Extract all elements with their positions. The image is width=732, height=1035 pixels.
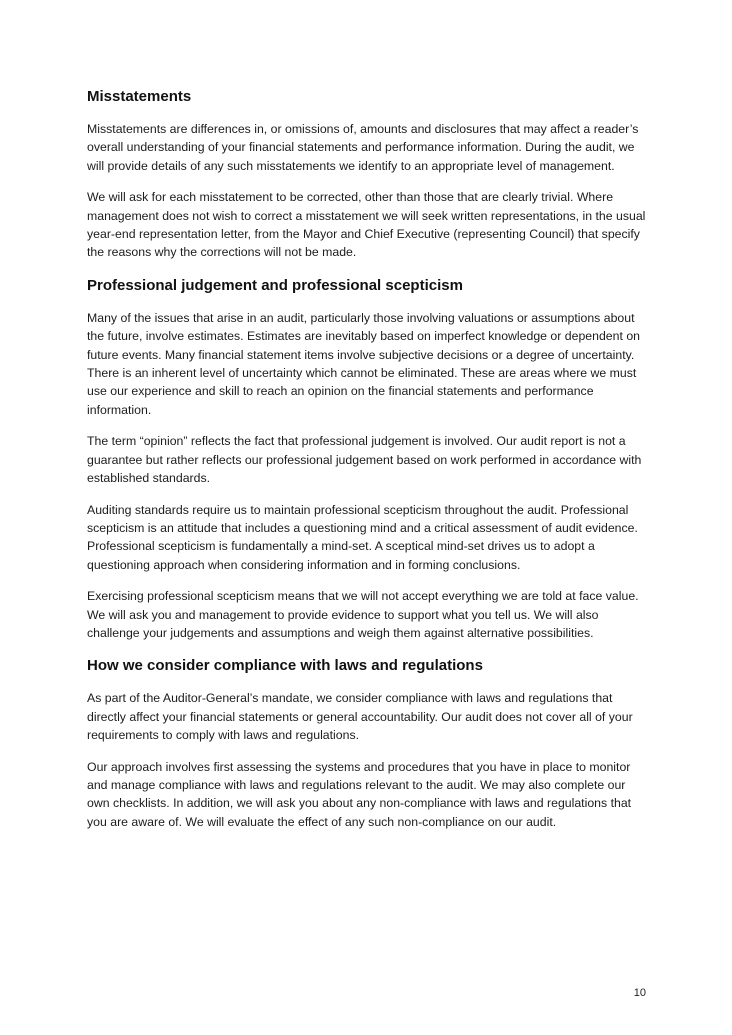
section-heading: Misstatements — [87, 88, 192, 105]
section-misstatements — [87, 86, 647, 262]
section-compliance — [87, 655, 647, 831]
section-professional-judgement — [87, 275, 647, 643]
page-number: 10 — [633, 987, 646, 999]
section-heading: How we consider compliance with laws and regulations — [87, 657, 483, 675]
paragraph: As part of the Auditor-General’s mandate, we consider compliance with laws and regulations that directly affect your financial statements or general accountability. Our audit does not cover all of your requirements to comply with laws and regulations. — [87, 691, 633, 743]
paragraph: Misstatements are differences in, or omissions of, amounts and disclosures that may affect a reader’s overall understanding of your financial statements and performance information. During the audit, we will provide details of any such misstatements we identify to an appropriate level of management. — [87, 122, 639, 173]
paragraph: Many of the issues that arise in an audit, particularly those involving valuations or assumptions about the future, involve estimates. Estimates are inevitably based on imperfect knowledge or dependent on future events. Many financial statement items involve subjective decisions or a degree of uncertainty. There is an inherent level of uncertainty which cannot be eliminated. These are areas where we must use our experience and skill to reach an opinion on the financial statements and performance information. — [87, 310, 640, 417]
paragraph: We will ask for each misstatement to be corrected, other than those that are clearly trivial. Where management does not wish to correct a misstatement we will seek written representations, in the usual year-end representation letter, from the Mayor and Chief Executive (representing Council) that specify the reasons why the corrections will not be made. — [87, 190, 646, 260]
paragraph: Auditing standards require us to maintain professional scepticism throughout the audit. Professional scepticism is an attitude that includes a questioning mind and a critical assessment of audit evidence. Professional scepticism is fundamentally a mind-set. A sceptical mind-set drives us to adopt a questioning approach when considering information and in forming conclusions. — [87, 502, 638, 572]
paragraph: The term “opinion” reflects the fact that professional judgement is involved. Our audit report is not a guarantee but rather reflects our professional judgement based on work performed in accordance with established standards. — [87, 434, 642, 486]
paragraph: Our approach involves first assessing the systems and procedures that you have in place to monitor and manage compliance with laws and regulations relevant to the audit. We may also complete our own checklists. In addition, we will ask you about any non-compliance with laws and regulations that you are aware of. We will evaluate the effect of any such non-compliance on our audit. — [87, 759, 632, 829]
paragraph: Exercising professional scepticism means that we will not accept everything we are told at face value. We will ask you and management to provide evidence to support what you tell us. We will also challenge your judgements and assumptions and weigh them against alternative possibilities. — [87, 589, 639, 640]
section-heading: Professional judgement and professional scepticism — [87, 276, 463, 294]
document-page — [87, 86, 647, 844]
